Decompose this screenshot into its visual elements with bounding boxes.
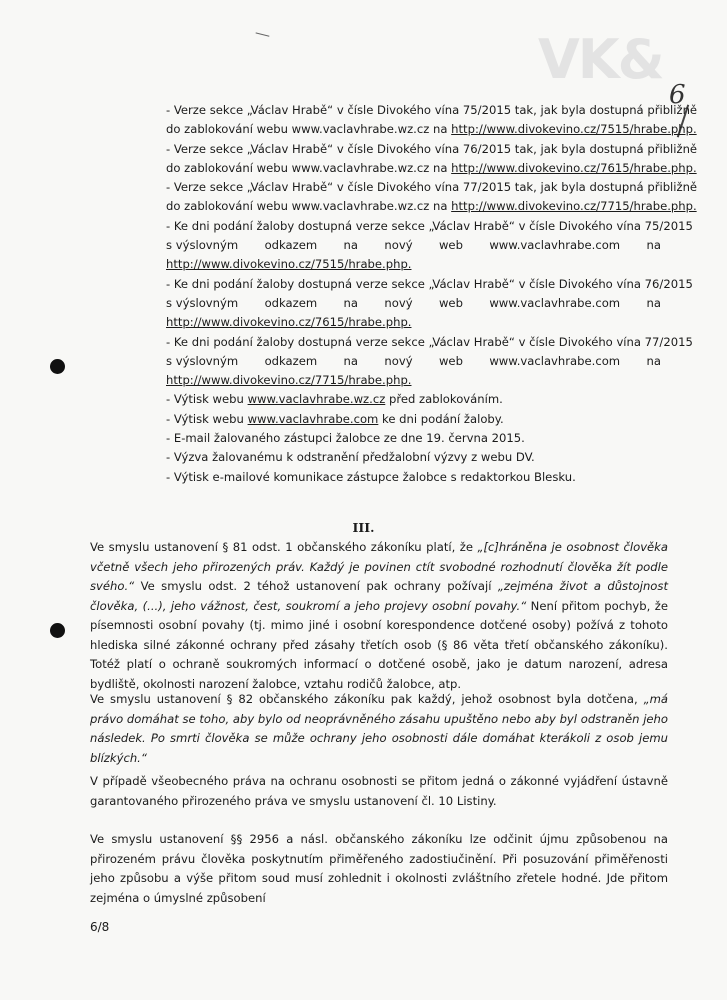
evidence-word: na	[646, 353, 661, 368]
evidence-item	[166, 101, 698, 140]
evidence-word: na	[646, 295, 661, 310]
body-text: Ve smyslu ustanovení § 81 odst. 1 občanského zákoníku platí, že	[90, 540, 478, 554]
paragraph-2	[90, 690, 668, 768]
paragraph-1	[90, 538, 668, 694]
evidence-item	[166, 178, 698, 217]
evidence-justified-line	[166, 294, 661, 313]
punch-hole-top	[50, 359, 65, 374]
evidence-word: na	[343, 295, 358, 310]
evidence-word: www.vaclavhrabe.com	[489, 295, 621, 310]
section-heading: III.	[352, 520, 375, 535]
body-text: V případě všeobecného práva na ochranu osobnosti se přitom jedná o zákonné vyjádření ústavně garantovaného přirozeného práva ve smyslu ustanovení čl. 10 Listiny.	[90, 774, 668, 808]
evidence-line: - Verze sekce „Václav Hrabě“ v čísle Divokého vína 76/2015 tak, jak byla dostupná přibližně	[166, 141, 698, 156]
evidence-line	[166, 120, 697, 139]
evidence-line	[166, 371, 661, 390]
archive-stamp: VK&	[538, 28, 663, 91]
evidence-line	[166, 448, 661, 467]
evidence-word: web	[438, 238, 463, 253]
evidence-word: s výslovným	[166, 238, 239, 253]
evidence-word: web	[438, 295, 463, 310]
handwritten-page-mark: 6	[669, 80, 686, 110]
evidence-url-link[interactable]: http://www.divokevino.cz/7615/hrabe.php.	[451, 160, 697, 175]
evidence-word: odkazem	[264, 353, 318, 368]
evidence-text: - Výtisk webu	[166, 411, 248, 426]
quoted-law-text: „[c]hráněna je osobnost člověka včetně všech jeho přirozených práv. Každý je povinen ctít svobodné rozhodnutí člověka žít podle svého.“	[90, 540, 669, 593]
evidence-url-link[interactable]: www.vaclavhrabe.com	[247, 411, 379, 426]
evidence-word: nový	[384, 238, 413, 253]
evidence-word: odkazem	[264, 295, 318, 310]
pen-scratch	[255, 32, 270, 40]
evidence-line	[166, 197, 697, 216]
evidence-line: - Ke dni podání žaloby dostupná verze sekce „Václav Hrabě“ v čísle Divokého vína 77/2015	[166, 334, 693, 349]
evidence-word: nový	[384, 353, 413, 368]
evidence-text: do zablokování webu www.vaclavhrabe.wz.cz na	[166, 160, 452, 175]
evidence-word: web	[438, 353, 463, 368]
evidence-line: - Verze sekce „Václav Hrabě“ v čísle Divokého vína 75/2015 tak, jak byla dostupná přibližně	[166, 103, 698, 117]
evidence-word: na	[646, 238, 661, 253]
body-text: Ve smyslu ustanovení §§ 2956 a násl. občanského zákoníku lze odčinit újmu způsobenou na přirozeném právu člověka poskytnutím přiměřeného zadostiučinění. Při posuzování přiměřenosti jeho způsobu a výše přitom soud musí zohlednit i okolnosti zvláštního zřetele hodné. Jde přitom zejména o úmyslné způsobení	[90, 832, 668, 905]
punch-hole-bottom	[50, 623, 65, 638]
body-text: Není přitom pochyb, že písemnosti osobní povahy (tj. mimo jiné i osobní korespondence dotčené osoby) požívá z tohoto hlediska silné zákonné ochrany před zásahy třetích osob (§ 86 věta třetí občanského zákoníku). Totéž platí o ochraně soukromých informací o dotčené osobě, jako je datum narození, adresa bydliště, okolnosti narození žalobce, vztahu rodičů žalobce, atp.	[90, 598, 668, 691]
evidence-item	[166, 448, 661, 467]
quoted-law-text: „má právo domáhat se toho, aby bylo od neoprávněného zásahu upuštěno nebo aby byl odstraněn jeho následek. Po smrti člověka se může ochrany jeho osobnosti dále domáhat kterákoli z osob jemu blízkých.“	[90, 692, 668, 765]
evidence-text: do zablokování webu www.vaclavhrabe.wz.cz na	[166, 199, 452, 214]
evidence-line	[166, 429, 661, 448]
evidence-justified-line	[166, 236, 661, 255]
evidence-line	[166, 159, 697, 178]
paragraph-4	[90, 830, 668, 908]
evidence-word: s výslovným	[166, 353, 239, 368]
evidence-line	[166, 390, 661, 409]
evidence-text: do zablokování webu www.vaclavhrabe.wz.cz na	[166, 122, 452, 137]
evidence-url-link[interactable]: www.vaclavhrabe.wz.cz	[247, 392, 386, 407]
evidence-url-link[interactable]: http://www.divokevino.cz/7715/hrabe.php.	[451, 199, 697, 214]
evidence-line	[166, 255, 661, 274]
evidence-text: před zablokováním.	[385, 392, 503, 407]
evidence-url-link[interactable]: http://www.divokevino.cz/7715/hrabe.php.	[166, 373, 412, 388]
evidence-item	[166, 410, 661, 429]
evidence-word: www.vaclavhrabe.com	[489, 353, 621, 368]
evidence-item	[166, 468, 661, 487]
evidence-word: odkazem	[264, 238, 318, 253]
evidence-url-link[interactable]: http://www.divokevino.cz/7515/hrabe.php.	[166, 257, 412, 272]
evidence-line: - Ke dni podání žaloby dostupná verze sekce „Václav Hrabě“ v čísle Divokého vína 75/2015	[166, 218, 693, 233]
evidence-text: - Výtisk e-mailové komunikace zástupce žalobce s redaktorkou Blesku.	[166, 469, 576, 484]
body-text: Ve smyslu odst. 2 téhož ustanovení pak ochrany požívají	[134, 579, 498, 593]
evidence-line	[166, 313, 661, 332]
evidence-item	[166, 390, 661, 409]
evidence-item	[166, 217, 693, 275]
evidence-url-link[interactable]: http://www.divokevino.cz/7515/hrabe.php.	[451, 122, 697, 137]
evidence-word: na	[343, 238, 358, 253]
evidence-word: www.vaclavhrabe.com	[489, 238, 621, 253]
evidence-text: ke dni podání žaloby.	[378, 411, 504, 426]
evidence-justified-line	[166, 352, 661, 371]
evidence-line	[166, 468, 661, 487]
body-text: Ve smyslu ustanovení § 82 občanského zákoníku pak každý, jehož osobnost byla dotčena,	[90, 692, 644, 706]
page-number: 6/8	[90, 920, 110, 934]
evidence-word: nový	[384, 295, 413, 310]
evidence-item	[166, 140, 698, 179]
evidence-list	[166, 101, 698, 487]
evidence-item	[166, 429, 661, 448]
evidence-word: s výslovným	[166, 295, 239, 310]
evidence-url-link[interactable]: http://www.divokevino.cz/7615/hrabe.php.	[166, 315, 412, 330]
evidence-text: - E-mail žalovaného zástupci žalobce ze dne 19. června 2015.	[166, 431, 525, 446]
paragraph-3	[90, 772, 668, 811]
evidence-text: - Výtisk webu	[166, 392, 248, 407]
quoted-law-text: „zejména život a důstojnost člověka, (...), jeho vážnost, čest, soukromí a jeho projevy osobní povahy.“	[90, 579, 668, 613]
evidence-line	[166, 410, 661, 429]
evidence-item	[166, 333, 693, 391]
evidence-item	[166, 275, 693, 333]
evidence-line: - Verze sekce „Václav Hrabě“ v čísle Divokého vína 77/2015 tak, jak byla dostupná přibližně	[166, 180, 698, 195]
evidence-word: na	[343, 353, 358, 368]
evidence-text: - Výzva žalovanému k odstranění předžalobní výzvy z webu DV.	[166, 450, 535, 465]
evidence-line: - Ke dni podání žaloby dostupná verze sekce „Václav Hrabě“ v čísle Divokého vína 76/2015	[166, 276, 693, 291]
